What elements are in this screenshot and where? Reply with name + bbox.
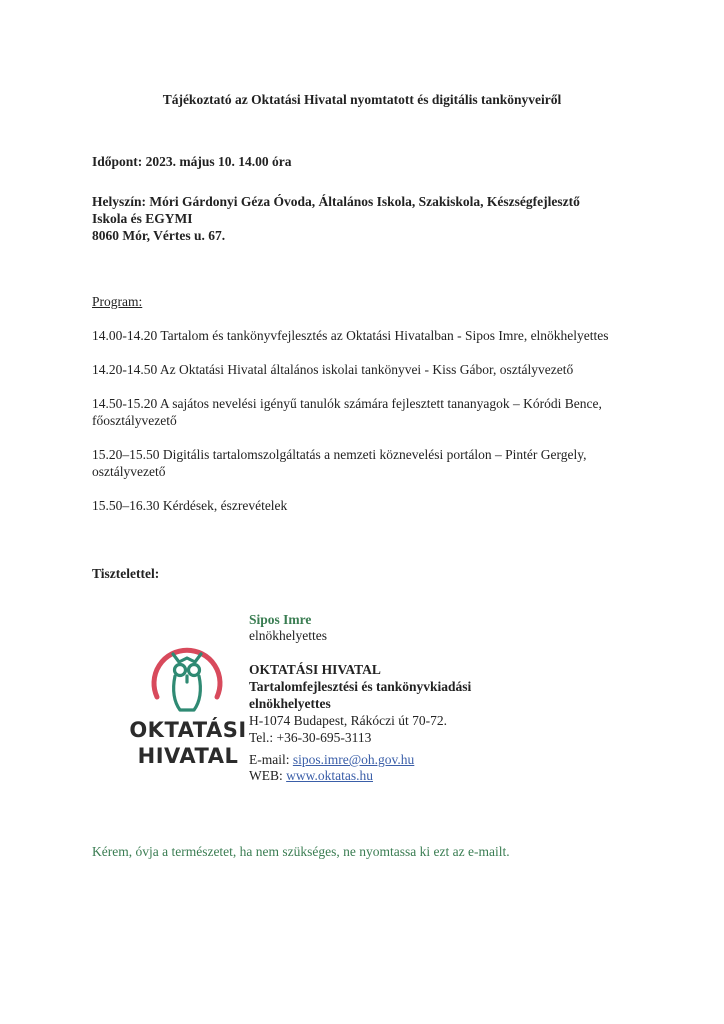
program-item-line: főosztályvezető [92, 413, 177, 428]
signature-web-line [249, 767, 373, 784]
program-item-line: 15.50–16.30 Kérdések, észrevételek [92, 498, 288, 513]
location-line-1: Helyszín: Móri Gárdonyi Géza Óvoda, Általános Iskola, Szakiskola, Készségfejlesztő [92, 194, 580, 209]
event-time: Időpont: 2023. május 10. 14.00 óra [92, 154, 292, 169]
document-title: Tájékoztató az Oktatási Hivatal nyomtatott és digitális tankönyveiről [162, 92, 562, 107]
program-item-line: 14.20-14.50 Az Oktatási Hivatal általános iskolai tankönyvei - Kiss Gábor, osztályvezető [92, 362, 574, 377]
program-item [92, 446, 587, 480]
email-link[interactable]: sipos.imre@oh.gov.hu [292, 752, 415, 767]
signature-phone: Tel.: +36-30-695-3113 [249, 730, 372, 745]
signature-role: elnökhelyettes [249, 628, 327, 643]
program-item [92, 361, 573, 378]
location-line-2: Iskola és EGYMI [92, 211, 193, 226]
logo-text-line-2: HIVATAL [137, 744, 239, 768]
program-item [92, 395, 602, 429]
location-address: 8060 Mór, Vértes u. 67. [92, 228, 226, 243]
signature-org: OKTATÁSI HIVATAL [249, 662, 381, 677]
program-item-line: 15.20–15.50 Digitális tartalomszolgáltatás a nemzeti köznevelési portálon – Pintér Gergely, [92, 447, 587, 462]
footer-note: Kérem, óvja a természetet, ha nem szükséges, ne nyomtassa ki ezt az e-mailt. [92, 844, 510, 859]
email-label: E-mail: [249, 752, 293, 767]
web-link[interactable]: www.oktatas.hu [286, 768, 373, 783]
signature-email-line [249, 751, 414, 768]
signature-address: H-1074 Budapest, Rákóczi út 70-72. [249, 713, 447, 728]
program-item [92, 497, 287, 514]
logo-text-line-1: OKTATÁSI [129, 718, 247, 742]
owl-logo-icon [132, 632, 242, 732]
signature-dept-line-1: Tartalomfejlesztési és tankönyvkiadási [249, 679, 472, 694]
program-item [92, 327, 609, 344]
web-label: WEB: [249, 768, 287, 783]
signature-dept-line-2: elnökhelyettes [249, 696, 331, 711]
program-item-line: 14.00-14.20 Tartalom és tankönyvfejlesztés az Oktatási Hivatalban - Sipos Imre, elnökhelyettes [92, 328, 609, 343]
program-item-line: osztályvezető [92, 464, 166, 479]
program-item-line: 14.50-15.20 A sajátos nevelési igényű tanulók számára fejlesztett tananyagok – Kóródi Bence, [92, 396, 602, 411]
closing-greeting: Tisztelettel: [92, 566, 160, 581]
program-label: Program: [92, 294, 143, 309]
signature-name: Sipos Imre [249, 612, 312, 627]
